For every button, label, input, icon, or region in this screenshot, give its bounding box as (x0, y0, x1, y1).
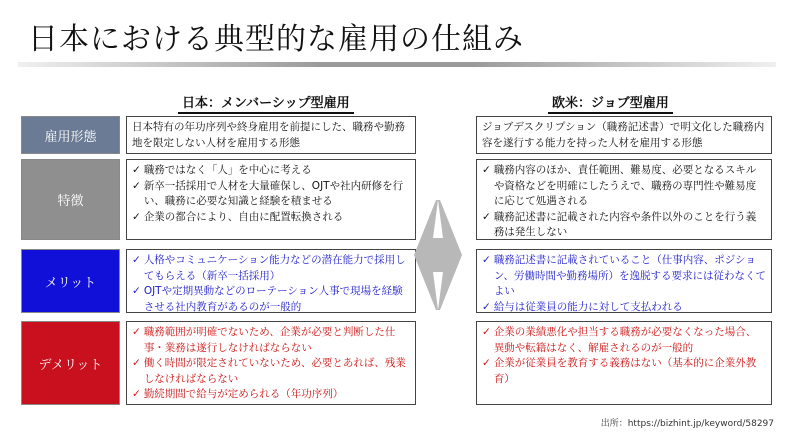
checkmark-icon: ✓ (132, 326, 141, 338)
row-label-merits (21, 249, 120, 313)
page-title: 日本における典型的な雇用の仕組み (28, 22, 524, 57)
bullet-text: 職務範囲が明確でないため、企業が必要と判断した仕事・業務は遂行しなければならない (143, 326, 396, 354)
bullet-item (482, 210, 766, 241)
bullet-item (482, 253, 766, 300)
japan-merits-box (126, 249, 416, 313)
western-employment-type-box (476, 116, 772, 154)
row-label-text: デメリット (38, 357, 103, 373)
bullet-item (482, 300, 766, 314)
bullet-item (132, 179, 410, 210)
bullet-text: 企業が従業員を教育する義務はない（基本的に企業外教育） (493, 357, 757, 385)
checkmark-icon: ✓ (132, 210, 141, 223)
title-divider (18, 62, 776, 67)
row-label-demerits (21, 321, 120, 405)
checkmark-icon: ✓ (132, 179, 141, 192)
bullet-text: 企業の業績悪化や担当する職務が必要なくなった場合、異動や転籍はなく、解雇されるのが一般的 (493, 326, 757, 354)
row-label-text: 雇用形態 (44, 129, 97, 145)
column-header-western: 欧米：ジョブ型雇用 (548, 92, 673, 114)
bullet-text: 日本特有の年功序列や終身雇用を前提にした、職務や勤務地を限定しない人材を雇用する形態 (132, 121, 405, 149)
bullet-item (132, 210, 410, 226)
bullet-text: ジョブデスクリプション（職務記述書）で明文化した職務内容を遂行する能力を持った人材を雇用する形態 (482, 121, 765, 149)
checkmark-icon: ✓ (482, 210, 491, 223)
row-label-text: 特徴 (57, 194, 84, 209)
bullet-item (132, 120, 410, 151)
bullet-item (482, 120, 766, 151)
checkmark-icon: ✓ (482, 300, 491, 313)
bullet-text: 働く時間が限定されていないため、必要とあれば、残業しなければならない (143, 357, 406, 385)
checkmark-icon: ✓ (132, 357, 141, 369)
row-label-employment-type (21, 116, 120, 154)
bullet-text: 職務内容のほか、責任範囲、難易度、必要となるスキルや資格などを明確にしたうえで、職務の専門性や難易度に応じて処遇される (493, 164, 757, 207)
bullet-text: 給与は従業員の能力に対して支払われる (493, 300, 683, 313)
western-features-box (476, 159, 772, 240)
bullet-text: 職務ではなく「人」を中心に考える (143, 164, 312, 176)
source-citation: 出所：https://bizhint.jp/keyword/58297 (600, 419, 774, 429)
bidirectional-arrow-icon (414, 200, 462, 310)
bullet-text: 新卒一括採用で人材を大量確保し、OJTや社内研修を行い、職務に必要な知識と経験を積ませる (143, 179, 404, 207)
checkmark-icon: ✓ (132, 254, 141, 266)
bidirectional-arrow-shape (414, 200, 462, 310)
bullet-text: 職務記述書に記載された内容や条件以外のことを行う義務は発生しない (493, 210, 757, 238)
bullet-item (132, 325, 410, 356)
bullet-item (132, 163, 410, 179)
checkmark-icon: ✓ (482, 254, 491, 266)
checkmark-icon: ✓ (482, 326, 491, 338)
bullet-item (132, 253, 410, 284)
japan-employment-type-box (126, 116, 416, 154)
japan-demerits-box (126, 321, 416, 405)
bullet-item (132, 284, 410, 313)
bullet-text: 職務記述書に記載されていること（仕事内容、ポジション、労働時間や勤務場所）を逸脱する要求には従わなくてよい (493, 254, 766, 297)
checkmark-icon: ✓ (132, 388, 141, 400)
bullet-text: OJTや定期異動などのローテーション人事で現場を経験させる社内教育があるのが一般的 (143, 285, 403, 313)
checkmark-icon: ✓ (132, 164, 141, 176)
column-header-japan: 日本：メンバーシップ型雇用 (178, 92, 354, 114)
bullet-item (482, 356, 766, 387)
western-demerits-box (476, 321, 772, 405)
bullet-item (482, 325, 766, 356)
checkmark-icon: ✓ (482, 357, 491, 369)
row-label-features (21, 159, 120, 240)
bullet-text: 人格やコミュニケーション能力などの潜在能力で採用してもらえる（新卒一括採用） (143, 254, 406, 282)
checkmark-icon: ✓ (132, 285, 141, 297)
japan-features-box (126, 159, 416, 240)
bullet-item (482, 163, 766, 210)
bullet-text: 企業の都合により、自由に配置転換される (143, 210, 344, 223)
bullet-text: 勤続期間で給与が定められる（年功序列） (143, 388, 344, 400)
checkmark-icon: ✓ (482, 164, 491, 176)
bullet-item (132, 356, 410, 387)
western-merits-box (476, 249, 772, 313)
row-label-text: メリット (44, 275, 97, 291)
bullet-item (132, 387, 410, 403)
